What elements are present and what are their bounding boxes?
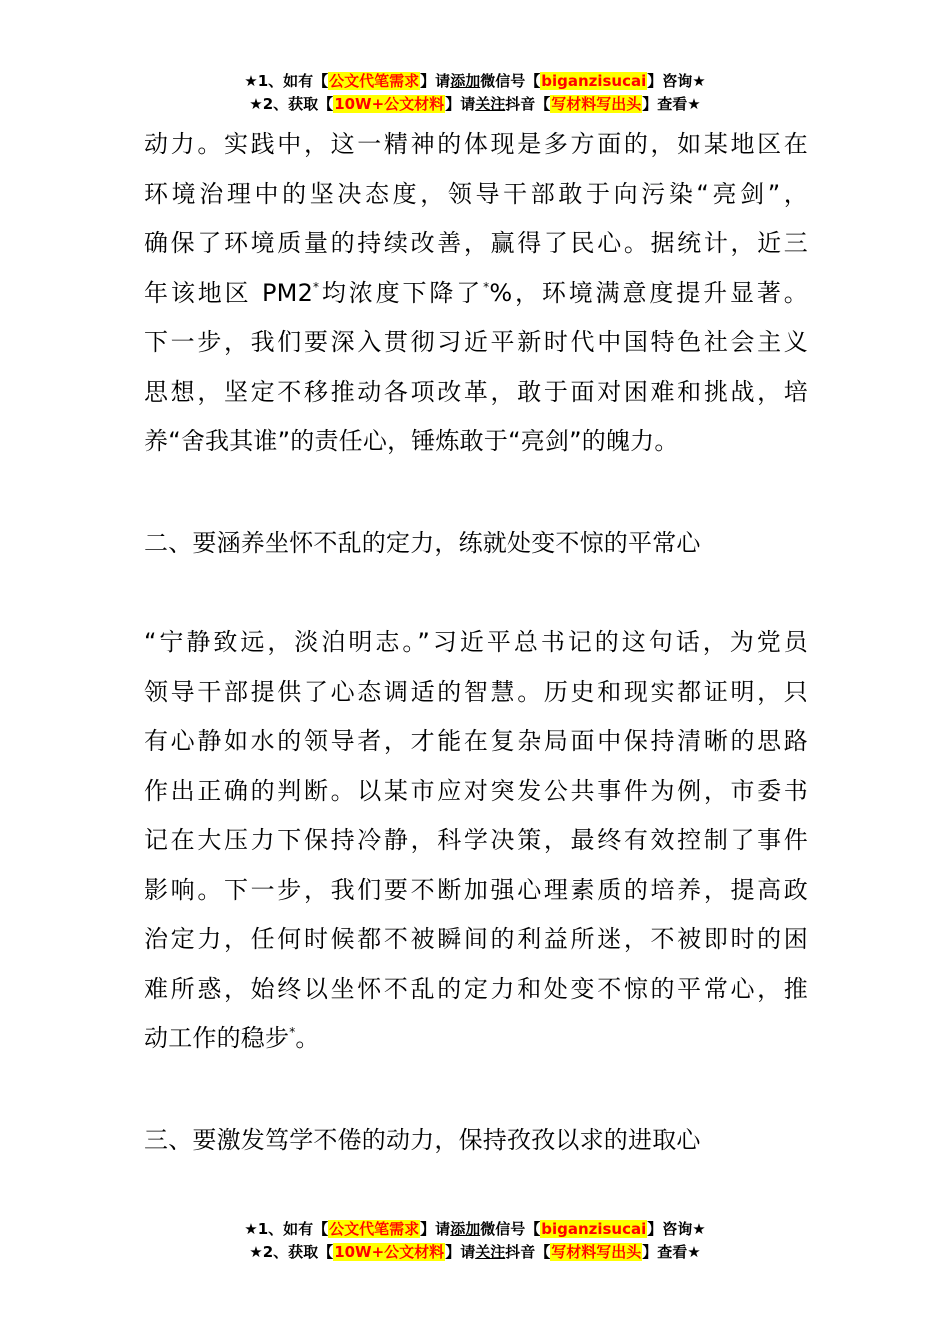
- header-banner: [0, 70, 950, 116]
- text-line: 有心静如水的领导者，才能在复杂局面中保持清晰的思路: [144, 727, 808, 755]
- text-line: 动力。实践中，这一精神的体现是多方面的，如某地区在: [144, 130, 808, 158]
- banner-line-1: ★1、如有【公文代笔需求】请添加微信号【biganzisucai】咨询★: [244, 72, 706, 90]
- text-line: 动工作的稳步*。: [144, 1024, 320, 1052]
- text-line: 思想，坚定不移推动各项改革，敢于面对困难和挑战，培: [144, 377, 808, 406]
- footer-banner: [0, 1218, 950, 1264]
- highlight-materials: 10W+公文材料: [334, 1243, 445, 1261]
- highlight-wechat-id: biganzisucai: [541, 72, 647, 90]
- document-body: [144, 120, 808, 467]
- text-line: 环境治理中的坚决态度，领导干部敢于向污染“亮剑”，: [144, 179, 808, 208]
- highlight-douyin: 写材料写出头: [551, 95, 642, 113]
- section-heading-2: 二、要涵养坐怀不乱的定力，练就处变不惊的平常心: [144, 529, 701, 557]
- highlight-materials: 10W+公文材料: [334, 95, 445, 113]
- highlight-service: 公文代笔需求: [329, 1220, 420, 1238]
- highlight-wechat-id: biganzisucai: [541, 1220, 647, 1238]
- text-line: 领导干部提供了心态调适的智慧。历史和现实都证明，只: [144, 677, 808, 706]
- text-line: 年该地区 PM2*均浓度下降了*%，环境满意度提升显著。: [144, 278, 808, 307]
- text-line: 难所惑，始终以坐怀不乱的定力和处变不惊的平常心，推: [144, 974, 808, 1003]
- banner-line-2: ★2、获取【10W+公文材料】请关注抖音【写材料写出头】查看★: [249, 1243, 701, 1261]
- paragraph-1: [144, 120, 808, 467]
- highlight-service: 公文代笔需求: [329, 72, 420, 90]
- section-heading-3: 三、要激发笃学不倦的动力，保持孜孜以求的进取心: [144, 1126, 701, 1154]
- text-line: “宁静致远，淡泊明志。”习近平总书记的这句话，为党员: [144, 628, 808, 656]
- paragraph-2: [144, 618, 808, 1064]
- text-line: 记在大压力下保持冷静，科学决策，最终有效控制了事件: [144, 826, 808, 854]
- text-line: 作出正确的判断。以某市应对突发公共事件为例，市委书: [144, 776, 808, 805]
- highlight-douyin: 写材料写出头: [551, 1243, 642, 1261]
- banner-line-1: ★1、如有【公文代笔需求】请添加微信号【biganzisucai】咨询★: [244, 1220, 706, 1238]
- banner-line-2: ★2、获取【10W+公文材料】请关注抖音【写材料写出头】查看★: [249, 95, 701, 113]
- text-line: 养“舍我其谁”的责任心，锤炼敢于“亮剑”的魄力。: [144, 427, 679, 455]
- text-line: 确保了环境质量的持续改善，赢得了民心。据统计，近三: [144, 229, 808, 257]
- text-line: 影响。下一步，我们要不断加强心理素质的培养，提高政: [144, 875, 808, 904]
- text-line: 下一步，我们要深入贯彻习近平新时代中国特色社会主义: [144, 328, 808, 356]
- text-line: 治定力，任何时候都不被瞬间的利益所迷，不被即时的困: [144, 925, 808, 953]
